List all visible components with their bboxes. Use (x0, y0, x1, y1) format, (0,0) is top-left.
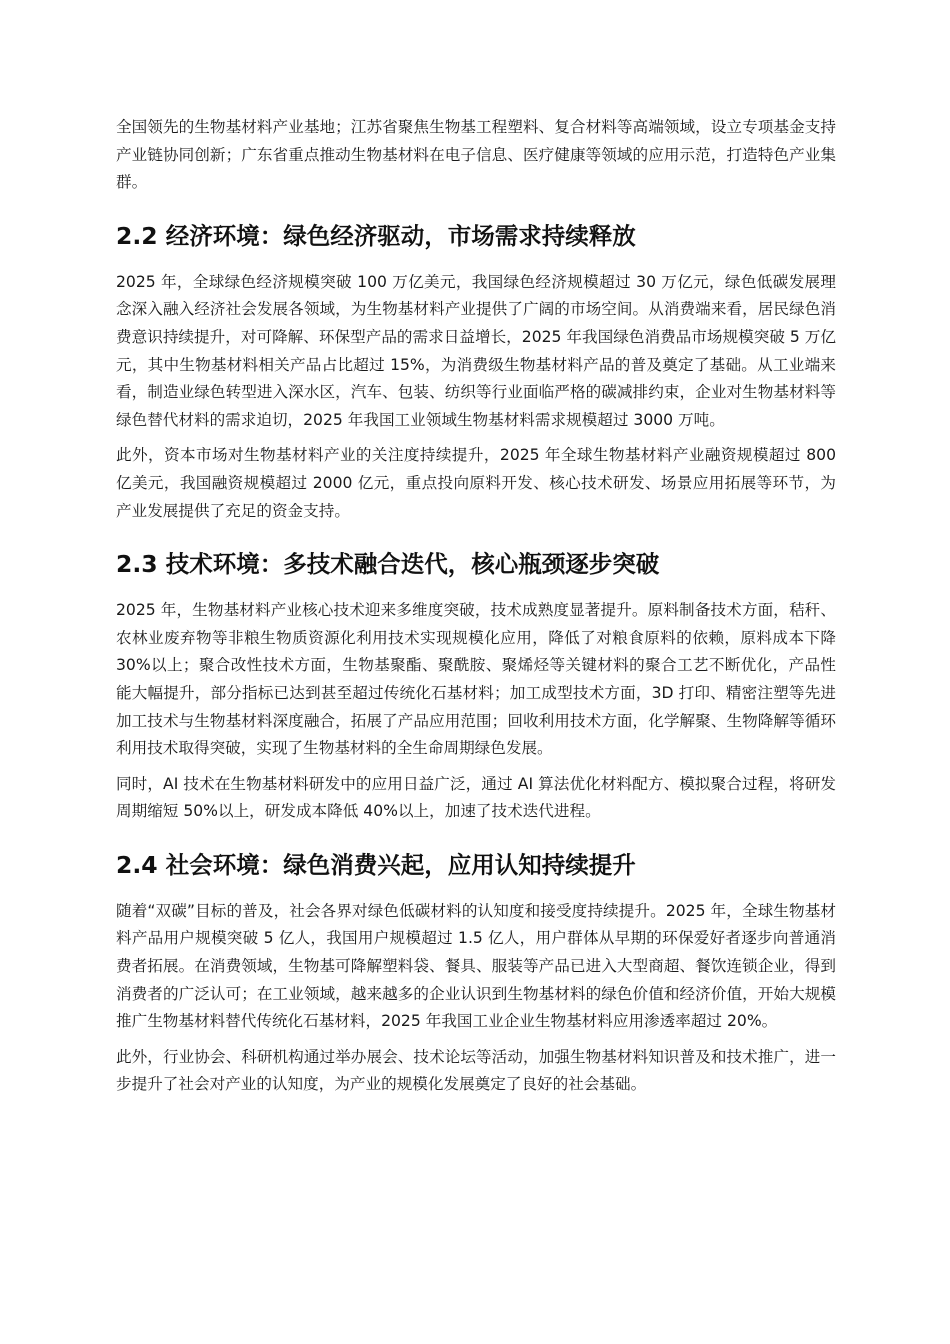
document-body (116, 114, 836, 1099)
section-heading: 2.2 经济环境：绿色经济驱动，市场需求持续释放 (116, 221, 636, 250)
intro-paragraph: 全国领先的生物基材料产业基地；江苏省聚焦生物基工程塑料、复合材料等高端领域，设立专项基金支持产业链协同创新；广东省重点推动生物基材料在电子信息、医疗健康等领域的应用示范，打造特色产业集群。 (116, 118, 836, 192)
section-paragraph: 2025 年，生物基材料产业核心技术迎来多维度突破，技术成熟度显著提升。原料制备技术方面，秸秆、农林业废弃物等非粮生物质资源化利用技术实现规模化应用，降低了对粮食原料的依赖，原料成本下降 30%以上；聚合改性技术方面，生物基聚酯、聚酰胺、聚烯烃等关键材料的聚合工艺不断优化，产品性能大幅提升，部分指标已达到甚至超过传统化石基材料；加工成型技术方面，3D 打印、精密注塑等先进加工技术与生物基材料深度融合，拓展了产品应用范围；回收利用技术方面，化学解聚、生物降解等循环利用技术取得突破，实现了生物基材料的全生命周期绿色发展。 (116, 601, 836, 758)
section-paragraph: 此外，行业协会、科研机构通过举办展会、技术论坛等活动，加强生物基材料知识普及和技术推广，进一步提升了社会对产业的认知度，为产业的规模化发展奠定了良好的社会基础。 (116, 1047, 836, 1094)
section-social-environment (116, 848, 836, 1099)
section-technology-environment (116, 547, 836, 826)
section-economic-environment (116, 219, 836, 525)
section-paragraph: 2025 年，全球绿色经济规模突破 100 万亿美元，我国绿色经济规模超过 30 万亿元，绿色低碳发展理念深入融入经济社会发展各领域，为生物基材料产业提供了广阔的市场空间。从消费端来看，居民绿色消费意识持续提升，对可降解、环保型产品的需求日益增长，2025 年我国绿色消费品市场规模突破 5 万亿元，其中生物基材料相关产品占比超过 15%，为消费级生物基材料产品的普及奠定了基础。从工业端来看，制造业绿色转型进入深水区，汽车、包装、纺织等行业面临严格的碳减排约束，企业对生物基材料等绿色替代材料的需求迫切，2025 年我国工业领域生物基材料需求规模超过 3000 万吨。 (116, 272, 836, 429)
section-paragraph: 同时，AI 技术在生物基材料研发中的应用日益广泛，通过 AI 算法优化材料配方、模拟聚合过程，将研发周期缩短 50%以上，研发成本降低 40%以上，加速了技术迭代进程。 (116, 774, 836, 821)
section-heading: 2.4 社会环境：绿色消费兴起，应用认知持续提升 (116, 850, 636, 879)
section-paragraph: 此外，资本市场对生物基材料产业的关注度持续提升，2025 年全球生物基材料产业融资规模超过 800 亿美元，我国融资规模超过 2000 亿元，重点投向原料开发、核心技术研发、场景应用拓展等环节，为产业发展提供了充足的资金支持。 (116, 446, 836, 520)
section-paragraph: 随着“双碳”目标的普及，社会各界对绿色低碳材料的认知度和接受度持续提升。2025 年，全球生物基材料产品用户规模突破 5 亿人，我国用户规模超过 1.5 亿人，用户群体从早期的环保爱好者逐步向普通消费者拓展。在消费领域，生物基可降解塑料袋、餐具、服装等产品已进入大型商超、餐饮连锁企业，得到消费者的广泛认可；在工业领域，越来越多的企业认识到生物基材料的绿色价值和经济价值，开始大规模推广生物基材料替代传统化石基材料，2025 年我国工业企业生物基材料应用渗透率超过 20%。 (116, 901, 836, 1031)
section-heading: 2.3 技术环境：多技术融合迭代，核心瓶颈逐步突破 (116, 550, 660, 579)
